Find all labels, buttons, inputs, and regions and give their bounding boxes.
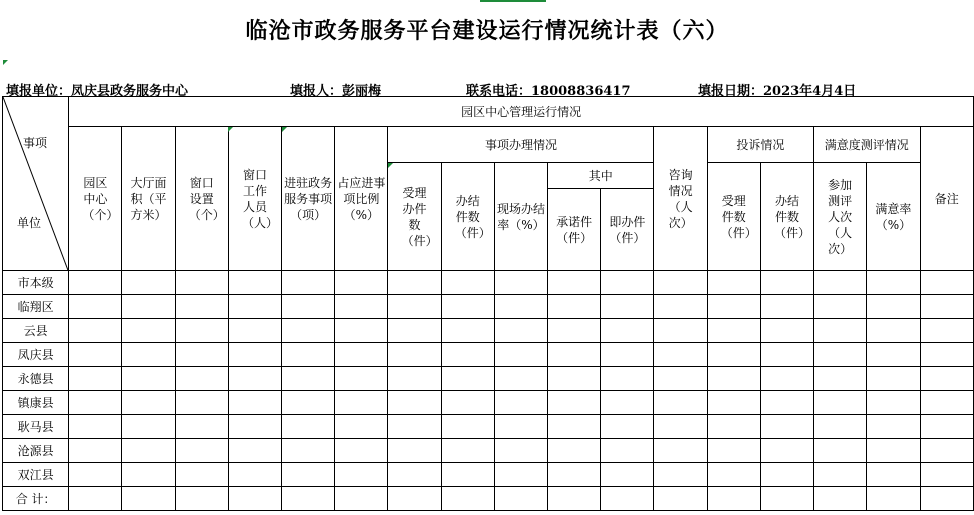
data-cell[interactable] bbox=[814, 319, 867, 343]
data-cell[interactable] bbox=[707, 367, 760, 391]
data-cell[interactable] bbox=[388, 487, 441, 511]
data-cell[interactable] bbox=[760, 391, 813, 415]
col-onsite-rate: 现场办结率（%） bbox=[494, 163, 547, 271]
data-cell[interactable] bbox=[760, 295, 813, 319]
data-cell[interactable] bbox=[707, 295, 760, 319]
data-cell[interactable] bbox=[707, 391, 760, 415]
data-cell[interactable] bbox=[335, 343, 388, 367]
col-hall-area: 大厅面积（平方米） bbox=[122, 127, 175, 271]
data-cell[interactable] bbox=[601, 367, 654, 391]
row-label: 镇康县 bbox=[3, 391, 69, 415]
data-cell[interactable] bbox=[548, 295, 601, 319]
comment-marker bbox=[388, 163, 393, 168]
data-cell[interactable] bbox=[388, 463, 441, 487]
data-cell[interactable] bbox=[282, 343, 335, 367]
data-cell[interactable] bbox=[228, 295, 281, 319]
data-cell[interactable] bbox=[814, 295, 867, 319]
data-cell[interactable] bbox=[441, 439, 494, 463]
table-row bbox=[3, 439, 974, 463]
col-accepted: 受理办件数（件） bbox=[388, 163, 441, 271]
complaint-group-header: 投诉情况 bbox=[707, 127, 813, 163]
data-cell[interactable] bbox=[228, 271, 281, 295]
data-cell[interactable] bbox=[548, 343, 601, 367]
data-cell[interactable] bbox=[494, 343, 547, 367]
data-cell[interactable] bbox=[69, 415, 122, 439]
col-satisfaction-rate: 满意率（%） bbox=[867, 163, 920, 271]
data-cell[interactable] bbox=[441, 295, 494, 319]
cell-selection-bar bbox=[480, 0, 546, 2]
data-cell[interactable] bbox=[282, 319, 335, 343]
col-completed: 办结件数（件） bbox=[441, 163, 494, 271]
data-cell[interactable] bbox=[441, 487, 494, 511]
data-cell[interactable] bbox=[867, 343, 920, 367]
data-cell[interactable] bbox=[228, 367, 281, 391]
row-label: 合 计： bbox=[3, 487, 69, 511]
data-cell[interactable] bbox=[69, 319, 122, 343]
data-cell[interactable] bbox=[548, 319, 601, 343]
col-remark: 备注 bbox=[920, 127, 974, 271]
data-cell[interactable] bbox=[654, 295, 707, 319]
data-cell[interactable] bbox=[814, 487, 867, 511]
row-label: 凤庆县 bbox=[3, 343, 69, 367]
data-cell[interactable] bbox=[707, 487, 760, 511]
data-cell[interactable] bbox=[601, 319, 654, 343]
data-cell[interactable] bbox=[654, 367, 707, 391]
data-cell[interactable] bbox=[707, 343, 760, 367]
data-cell[interactable] bbox=[175, 295, 228, 319]
data-cell[interactable] bbox=[228, 343, 281, 367]
table-row bbox=[3, 343, 974, 367]
data-cell[interactable] bbox=[494, 367, 547, 391]
comment-marker bbox=[228, 127, 233, 132]
data-cell[interactable] bbox=[548, 463, 601, 487]
data-cell[interactable] bbox=[867, 295, 920, 319]
data-cell[interactable] bbox=[441, 391, 494, 415]
data-cell[interactable] bbox=[494, 463, 547, 487]
corner-label-unit: 单位 bbox=[17, 216, 42, 230]
data-cell[interactable] bbox=[335, 319, 388, 343]
data-cell[interactable] bbox=[494, 439, 547, 463]
data-cell[interactable] bbox=[760, 271, 813, 295]
data-cell[interactable] bbox=[69, 439, 122, 463]
data-cell[interactable] bbox=[654, 415, 707, 439]
data-cell[interactable] bbox=[175, 391, 228, 415]
data-cell[interactable] bbox=[601, 391, 654, 415]
diagonal-line bbox=[3, 97, 69, 271]
data-cell[interactable] bbox=[122, 391, 175, 415]
table-row bbox=[3, 487, 974, 511]
data-cell[interactable] bbox=[122, 295, 175, 319]
data-cell[interactable] bbox=[335, 487, 388, 511]
data-cell[interactable] bbox=[548, 367, 601, 391]
data-cell[interactable] bbox=[760, 487, 813, 511]
data-cell[interactable] bbox=[920, 439, 974, 463]
data-cell[interactable] bbox=[760, 439, 813, 463]
data-cell[interactable] bbox=[388, 439, 441, 463]
data-cell[interactable] bbox=[707, 271, 760, 295]
data-cell[interactable] bbox=[228, 439, 281, 463]
data-cell[interactable] bbox=[814, 343, 867, 367]
data-cell[interactable] bbox=[760, 415, 813, 439]
data-cell[interactable] bbox=[920, 415, 974, 439]
data-cell[interactable] bbox=[388, 343, 441, 367]
data-cell[interactable] bbox=[335, 367, 388, 391]
data-cell[interactable] bbox=[920, 463, 974, 487]
corner-label-item: 事项 bbox=[23, 136, 48, 150]
data-cell[interactable] bbox=[122, 319, 175, 343]
data-cell[interactable] bbox=[335, 271, 388, 295]
row-label: 市本级 bbox=[3, 271, 69, 295]
comment-marker bbox=[282, 127, 287, 132]
data-cell[interactable] bbox=[920, 367, 974, 391]
table-row bbox=[3, 319, 974, 343]
col-staff: 窗口工作人员（人） bbox=[228, 127, 281, 271]
data-cell[interactable] bbox=[760, 463, 813, 487]
data-cell[interactable] bbox=[494, 295, 547, 319]
table-row bbox=[3, 463, 974, 487]
data-cell[interactable] bbox=[228, 391, 281, 415]
data-cell[interactable] bbox=[494, 391, 547, 415]
data-cell[interactable] bbox=[441, 343, 494, 367]
data-cell[interactable] bbox=[814, 463, 867, 487]
data-cell[interactable] bbox=[548, 415, 601, 439]
data-cell[interactable] bbox=[654, 319, 707, 343]
data-cell[interactable] bbox=[388, 295, 441, 319]
data-cell[interactable] bbox=[867, 319, 920, 343]
data-cell[interactable] bbox=[548, 439, 601, 463]
data-cell[interactable] bbox=[654, 271, 707, 295]
data-cell[interactable] bbox=[441, 319, 494, 343]
data-cell[interactable] bbox=[548, 391, 601, 415]
data-cell[interactable] bbox=[335, 439, 388, 463]
data-cell[interactable] bbox=[175, 319, 228, 343]
row-label: 永德县 bbox=[3, 367, 69, 391]
data-cell[interactable] bbox=[814, 271, 867, 295]
data-cell[interactable] bbox=[707, 319, 760, 343]
corner-header-cell bbox=[3, 97, 69, 271]
data-cell[interactable] bbox=[601, 463, 654, 487]
data-cell[interactable] bbox=[494, 415, 547, 439]
page-title: 临沧市政务服务平台建设运行情况统计表（六） bbox=[245, 18, 729, 44]
data-cell[interactable] bbox=[760, 367, 813, 391]
col-items-entered: 进驻政务服务事项（项） bbox=[282, 127, 335, 271]
data-cell[interactable] bbox=[707, 439, 760, 463]
row-label: 沧源县 bbox=[3, 439, 69, 463]
data-cell[interactable] bbox=[122, 439, 175, 463]
data-cell[interactable] bbox=[760, 343, 813, 367]
data-cell[interactable] bbox=[69, 463, 122, 487]
data-cell[interactable] bbox=[69, 367, 122, 391]
data-cell[interactable] bbox=[282, 271, 335, 295]
data-cell[interactable] bbox=[920, 391, 974, 415]
data-cell[interactable] bbox=[122, 271, 175, 295]
data-cell[interactable] bbox=[867, 367, 920, 391]
data-cell[interactable] bbox=[814, 415, 867, 439]
data-cell[interactable] bbox=[228, 319, 281, 343]
data-cell[interactable] bbox=[122, 487, 175, 511]
data-cell[interactable] bbox=[335, 415, 388, 439]
col-promise: 承诺件（件） bbox=[548, 189, 601, 271]
data-cell[interactable] bbox=[601, 343, 654, 367]
data-cell[interactable] bbox=[69, 343, 122, 367]
info-unit: 填报单位：凤庆县政务服务中心 bbox=[6, 84, 189, 99]
data-cell[interactable] bbox=[920, 319, 974, 343]
data-cell[interactable] bbox=[388, 391, 441, 415]
data-cell[interactable] bbox=[441, 367, 494, 391]
data-cell[interactable] bbox=[228, 487, 281, 511]
data-cell[interactable] bbox=[175, 415, 228, 439]
row-label: 临翔区 bbox=[3, 295, 69, 319]
data-cell[interactable] bbox=[282, 463, 335, 487]
data-cell[interactable] bbox=[441, 271, 494, 295]
data-cell[interactable] bbox=[282, 367, 335, 391]
park-group-header: 园区中心管理运行情况 bbox=[69, 97, 974, 127]
data-cell[interactable] bbox=[920, 271, 974, 295]
data-cell[interactable] bbox=[282, 439, 335, 463]
data-cell[interactable] bbox=[867, 439, 920, 463]
data-cell[interactable] bbox=[920, 295, 974, 319]
data-cell[interactable] bbox=[282, 295, 335, 319]
data-cell[interactable] bbox=[122, 463, 175, 487]
data-cell[interactable] bbox=[282, 415, 335, 439]
col-complaint-completed: 办结件数（件） bbox=[760, 163, 813, 271]
data-cell[interactable] bbox=[175, 439, 228, 463]
row-label: 双江县 bbox=[3, 463, 69, 487]
data-cell[interactable] bbox=[601, 271, 654, 295]
data-cell[interactable] bbox=[920, 487, 974, 511]
col-windows: 窗口设置（个） bbox=[175, 127, 228, 271]
data-cell[interactable] bbox=[122, 367, 175, 391]
col-ratio: 占应进事项比例（%） bbox=[335, 127, 388, 271]
table-row bbox=[3, 271, 974, 295]
data-cell[interactable] bbox=[867, 391, 920, 415]
data-cell[interactable] bbox=[388, 367, 441, 391]
table-row bbox=[3, 415, 974, 439]
data-cell[interactable] bbox=[494, 271, 547, 295]
data-cell[interactable] bbox=[601, 439, 654, 463]
data-cell[interactable] bbox=[654, 463, 707, 487]
table-row bbox=[3, 391, 974, 415]
col-park-center: 园区中心（个） bbox=[69, 127, 122, 271]
data-cell[interactable] bbox=[441, 463, 494, 487]
data-cell[interactable] bbox=[867, 271, 920, 295]
data-cell[interactable] bbox=[654, 343, 707, 367]
data-cell[interactable] bbox=[760, 319, 813, 343]
data-cell[interactable] bbox=[175, 343, 228, 367]
data-cell[interactable] bbox=[601, 487, 654, 511]
data-cell[interactable] bbox=[494, 319, 547, 343]
satisfaction-group-header: 满意度测评情况 bbox=[814, 127, 920, 163]
data-cell[interactable] bbox=[69, 487, 122, 511]
col-complaint-accepted: 受理件数（件） bbox=[707, 163, 760, 271]
data-cell[interactable] bbox=[654, 391, 707, 415]
col-consult: 咨询情况（人次） bbox=[654, 127, 707, 271]
data-cell[interactable] bbox=[388, 319, 441, 343]
data-cell[interactable] bbox=[282, 391, 335, 415]
data-cell[interactable] bbox=[69, 295, 122, 319]
data-cell[interactable] bbox=[282, 487, 335, 511]
col-participants: 参加测评人次（人次） bbox=[814, 163, 867, 271]
data-cell[interactable] bbox=[548, 271, 601, 295]
data-cell[interactable] bbox=[867, 463, 920, 487]
info-phone: 联系电话：18008836417 bbox=[466, 84, 631, 99]
data-cell[interactable] bbox=[69, 391, 122, 415]
data-cell[interactable] bbox=[494, 487, 547, 511]
data-cell[interactable] bbox=[175, 367, 228, 391]
table-row bbox=[3, 367, 974, 391]
data-cell[interactable] bbox=[122, 343, 175, 367]
handling-group-header: 事项办理情况 bbox=[388, 127, 654, 163]
row-label: 云县 bbox=[3, 319, 69, 343]
data-cell[interactable] bbox=[867, 415, 920, 439]
col-instant: 即办件（件） bbox=[601, 189, 654, 271]
comment-marker bbox=[3, 60, 8, 65]
data-cell[interactable] bbox=[335, 391, 388, 415]
statistics-table bbox=[2, 96, 974, 511]
row-label: 耿马县 bbox=[3, 415, 69, 439]
data-cell[interactable] bbox=[654, 439, 707, 463]
data-cell[interactable] bbox=[122, 415, 175, 439]
data-cell[interactable] bbox=[654, 487, 707, 511]
data-cell[interactable] bbox=[228, 415, 281, 439]
data-cell[interactable] bbox=[707, 415, 760, 439]
data-cell[interactable] bbox=[388, 415, 441, 439]
info-reporter: 填报人：彭丽梅 bbox=[290, 84, 382, 99]
table-row bbox=[3, 295, 974, 319]
data-cell[interactable] bbox=[814, 391, 867, 415]
data-cell[interactable] bbox=[920, 343, 974, 367]
data-cell[interactable] bbox=[867, 487, 920, 511]
data-cell[interactable] bbox=[601, 295, 654, 319]
data-cell[interactable] bbox=[601, 415, 654, 439]
info-date: 填报日期：2023年4月4日 bbox=[698, 84, 857, 99]
data-cell[interactable] bbox=[175, 271, 228, 295]
data-cell[interactable] bbox=[814, 367, 867, 391]
data-cell[interactable] bbox=[175, 463, 228, 487]
data-cell[interactable] bbox=[388, 271, 441, 295]
data-cell[interactable] bbox=[548, 487, 601, 511]
data-cell[interactable] bbox=[175, 487, 228, 511]
data-cell[interactable] bbox=[335, 295, 388, 319]
among-header: 其中 bbox=[548, 163, 654, 189]
data-cell[interactable] bbox=[441, 415, 494, 439]
data-cell[interactable] bbox=[335, 463, 388, 487]
data-cell[interactable] bbox=[707, 463, 760, 487]
data-cell[interactable] bbox=[814, 439, 867, 463]
data-cell[interactable] bbox=[69, 271, 122, 295]
data-cell[interactable] bbox=[228, 463, 281, 487]
